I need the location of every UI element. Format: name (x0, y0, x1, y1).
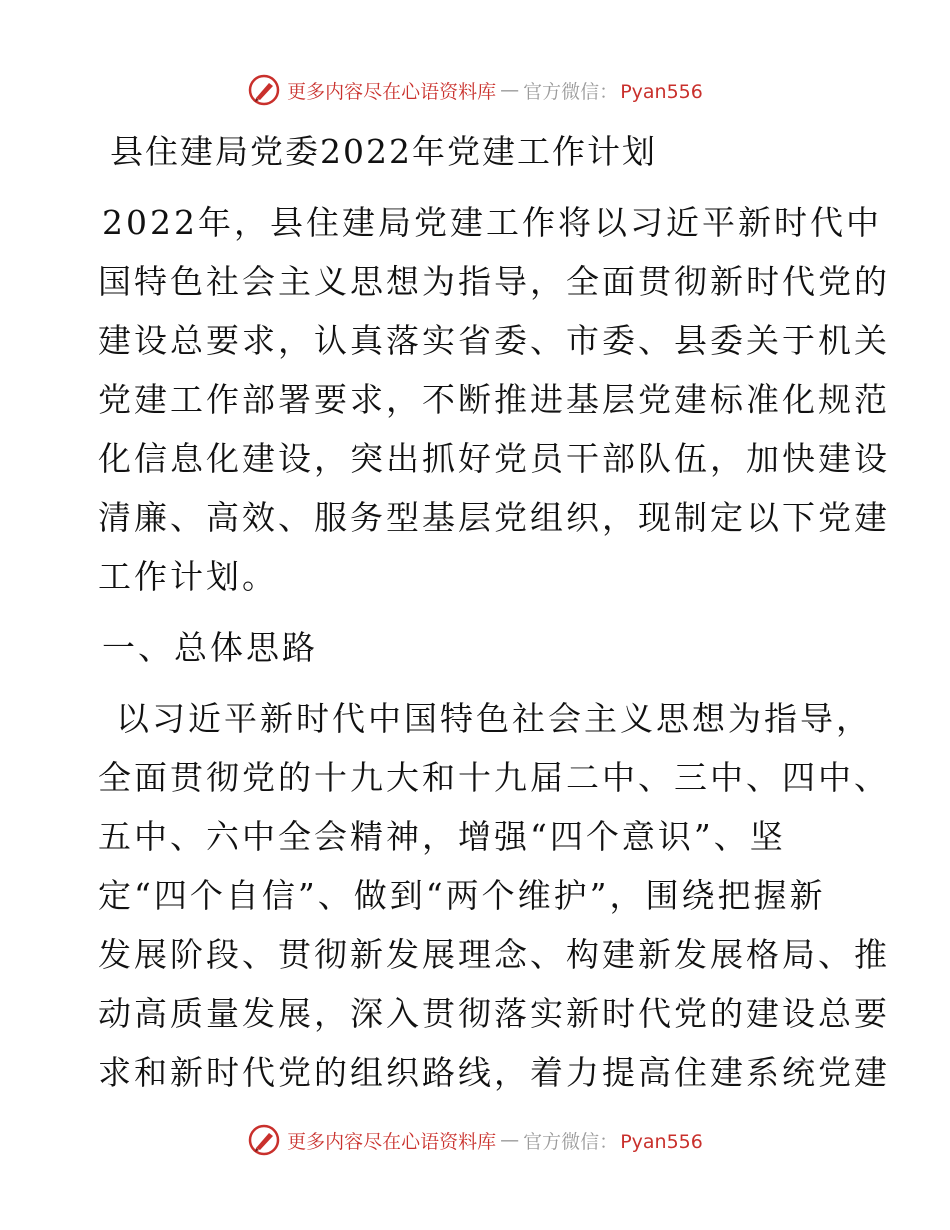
section-line: 发展阶段、贯彻新发展理念、构建新发展格局、推 (98, 935, 890, 974)
watermark-label: 官方微信： (523, 1130, 619, 1153)
section-line: 动高质量发展，深入贯彻落实新时代党的建设总要 (98, 994, 890, 1033)
document-title: 县住建局党委2022年党建工作计划 (110, 132, 657, 171)
watermark-wechat (523, 1127, 703, 1154)
watermark-dash: — (500, 79, 520, 101)
section-heading: 一、总体思路 (102, 628, 318, 667)
intro-line: 化信息化建设，突出抓好党员干部队伍，加快建设 (98, 439, 890, 478)
watermark-site-text: 更多内容尽在心语资料库 (287, 1130, 497, 1153)
section-line: 五中、六中全会精神，增强“四个意识”、坚 (98, 817, 786, 856)
intro-line: 工作计划。 (98, 557, 278, 596)
watermark-banner-bottom (0, 1120, 950, 1160)
watermark-banner-top (0, 70, 950, 110)
intro-line: 党建工作部署要求，不断推进基层党建标准化规范 (98, 380, 890, 419)
section-line: 以习近平新时代中国特色社会主义思想为指导， (116, 699, 872, 738)
watermark-dash: — (500, 1129, 520, 1151)
watermark-wechat-id: Pyan556 (620, 80, 703, 103)
document-body (98, 122, 890, 1102)
watermark-wechat (523, 77, 703, 104)
intro-line: 国特色社会主义思想为指导，全面贯彻新时代党的 (98, 262, 890, 301)
intro-line: 建设总要求，认真落实省委、市委、县委关于机关 (98, 321, 890, 360)
section-line: 全面贯彻党的十九大和十九届二中、三中、四中、 (98, 758, 890, 797)
intro-line: 2022年，县住建局党建工作将以习近平新时代中 (102, 203, 882, 242)
intro-line: 清廉、高效、服务型基层党组织，现制定以下党建 (98, 498, 890, 537)
watermark-site-text: 更多内容尽在心语资料库 (287, 80, 497, 103)
section-line: 求和新时代党的组织路线，着力提高住建系统党建 (98, 1053, 890, 1092)
section-line: 定“四个自信”、做到“两个维护”，围绕把握新 (98, 876, 826, 915)
pen-logo-icon (247, 1123, 281, 1157)
watermark-wechat-id: Pyan556 (620, 1130, 703, 1153)
pen-logo-icon (247, 73, 281, 107)
watermark-label: 官方微信： (523, 80, 619, 103)
